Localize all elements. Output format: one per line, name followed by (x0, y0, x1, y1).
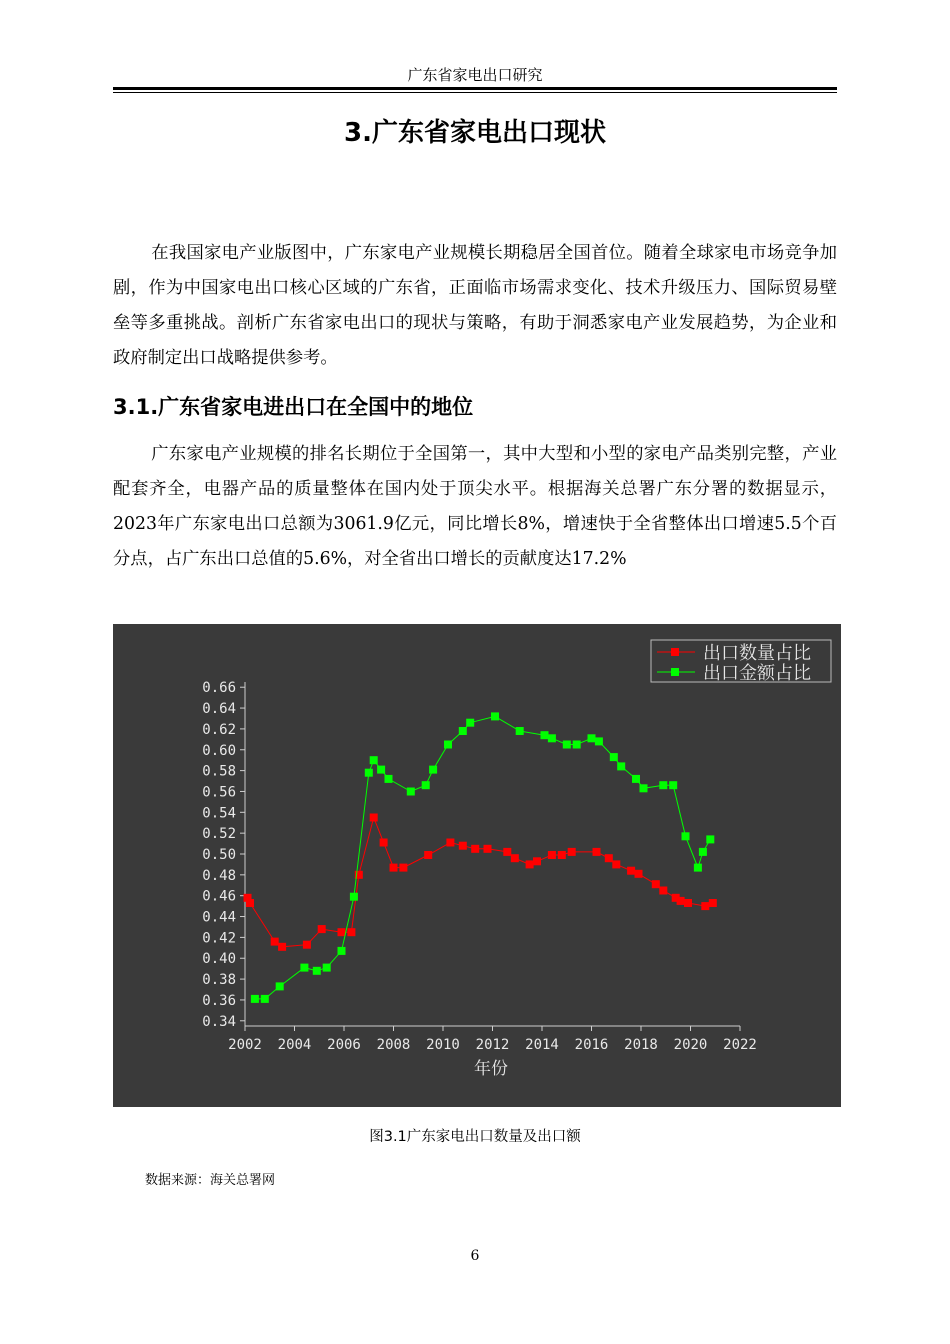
data-point-series-1 (350, 893, 358, 901)
data-point-series-0 (380, 839, 388, 847)
data-point-series-1 (669, 781, 677, 789)
data-point-series-0 (484, 845, 492, 853)
data-point-series-0 (390, 864, 398, 872)
y-tick-label: 0.60 (202, 742, 236, 759)
y-tick-label: 0.38 (202, 972, 236, 989)
data-point-series-1 (699, 848, 707, 856)
data-point-series-1 (444, 741, 452, 749)
data-point-series-0 (424, 851, 432, 859)
y-tick-label: 0.58 (202, 763, 236, 780)
data-point-series-1 (632, 775, 640, 783)
data-point-series-1 (323, 964, 331, 972)
legend-marker-quantity (671, 648, 679, 656)
data-point-series-0 (684, 899, 692, 907)
x-tick-label: 2016 (574, 1037, 609, 1053)
y-tick-label: 0.36 (202, 992, 236, 1009)
x-tick-label: 2002 (228, 1037, 262, 1053)
y-tick-label: 0.34 (202, 1013, 236, 1030)
page-number: 6 (470, 1248, 480, 1264)
data-point-series-1 (276, 982, 284, 990)
data-point-series-1 (595, 737, 603, 745)
data-point-series-0 (338, 928, 346, 936)
data-point-series-1 (429, 766, 437, 774)
data-point-series-1 (338, 947, 346, 955)
data-point-series-0 (278, 943, 286, 951)
data-point-series-1 (385, 775, 393, 783)
x-tick-label: 2010 (426, 1037, 460, 1053)
data-point-series-0 (246, 899, 254, 907)
data-point-series-1 (541, 731, 549, 739)
data-point-series-1 (682, 832, 690, 840)
data-point-series-0 (709, 899, 717, 907)
y-tick-label: 0.66 (202, 680, 236, 697)
data-point-series-1 (407, 788, 415, 796)
chart-background (113, 624, 841, 1107)
figure-source: 数据来源：海关总署网 (145, 1173, 276, 1188)
data-point-series-1 (659, 781, 667, 789)
x-tick-label: 2014 (525, 1037, 559, 1053)
body-paragraph (113, 437, 837, 577)
data-point-series-1 (563, 741, 571, 749)
data-point-series-1 (573, 741, 581, 749)
data-point-series-1 (516, 727, 524, 735)
y-tick-label: 0.62 (202, 721, 236, 738)
legend-label-value: 出口金额占比 (703, 663, 811, 684)
data-point-series-1 (706, 835, 714, 843)
x-tick-label: 2022 (723, 1037, 757, 1053)
data-point-series-0 (533, 857, 541, 865)
data-point-series-0 (593, 848, 601, 856)
data-point-series-1 (617, 762, 625, 770)
data-point-series-1 (251, 995, 259, 1003)
data-point-series-0 (605, 854, 613, 862)
data-point-series-1 (365, 769, 373, 777)
data-point-series-0 (558, 851, 566, 859)
header-rule-thick (113, 87, 837, 90)
y-tick-label: 0.50 (202, 847, 236, 863)
data-point-series-0 (347, 928, 355, 936)
data-point-series-1 (261, 995, 269, 1003)
y-tick-label: 0.44 (202, 909, 236, 926)
data-point-series-1 (610, 753, 618, 761)
data-point-series-0 (548, 851, 556, 859)
data-point-series-0 (471, 845, 479, 853)
x-tick-label: 2008 (376, 1037, 411, 1053)
y-tick-label: 0.56 (202, 784, 236, 801)
data-point-series-0 (318, 925, 326, 933)
legend-label-quantity: 出口数量占比 (703, 643, 811, 664)
y-tick-label: 0.54 (202, 805, 236, 822)
export-share-chart (113, 624, 841, 1107)
legend-marker-value (671, 668, 679, 676)
data-point-series-0 (568, 848, 576, 856)
data-point-series-0 (701, 902, 709, 910)
data-point-series-0 (677, 897, 685, 905)
data-point-series-1 (491, 712, 499, 720)
y-tick-label: 0.64 (202, 701, 236, 718)
header-rule-thin (113, 92, 837, 93)
data-point-series-0 (511, 854, 519, 862)
intro-paragraph-text: 在我国家电产业版图中，广东家电产业规模长期稳居全国首位。随着全球家电市场竞争加剧，作为中国家电出口核心区域的广东省，正面临市场需求变化、技术升级压力、国际贸易壁垒等多重挑战。剖析广东省家电出口的现状与策略，有助于洞悉家电产业发展趋势，为企业和政府制定出口战略提供参考。 (113, 243, 837, 368)
data-point-series-1 (694, 864, 702, 872)
data-point-series-0 (503, 848, 511, 856)
data-point-series-0 (370, 814, 378, 822)
data-point-series-0 (526, 860, 534, 868)
data-point-series-0 (612, 860, 620, 868)
y-tick-label: 0.48 (202, 867, 236, 884)
data-point-series-0 (446, 839, 454, 847)
data-point-series-1 (422, 781, 430, 789)
section-title: 3.广东省家电出口现状 (344, 118, 606, 148)
legend (651, 640, 831, 684)
data-point-series-0 (652, 880, 660, 888)
figure-caption: 图3.1广东家电出口数量及出口额 (369, 1129, 581, 1145)
x-tick-label: 2018 (624, 1037, 658, 1053)
data-point-series-1 (370, 756, 378, 764)
data-point-series-1 (300, 964, 308, 972)
data-point-series-1 (377, 766, 385, 774)
chart-svg (113, 624, 841, 1107)
body-paragraph-text: 广东家电产业规模的排名长期位于全国第一，其中大型和小型的家电产品类别完整，产业配套齐全，电器产品的质量整体在国内处于顶尖水平。根据海关总署广东分署的数据显示，2023年广东家电出口总额为3061.9亿元，同比增长8%，增速快于全省整体出口增速5.5个百分点，占广东出口总值的5.6%，对全省出口增长的贡献度达17.2% (113, 444, 837, 569)
x-axis-title: 年份 (474, 1059, 508, 1079)
y-tick-label: 0.40 (202, 951, 236, 968)
data-point-series-1 (548, 734, 556, 742)
data-point-series-1 (466, 719, 474, 727)
subsection-title: 3.1.广东省家电进出口在全国中的地位 (113, 395, 474, 419)
intro-paragraph (113, 236, 837, 376)
data-point-series-0 (399, 864, 407, 872)
data-point-series-1 (588, 734, 596, 742)
data-point-series-0 (659, 887, 667, 895)
data-point-series-0 (627, 867, 635, 875)
data-point-series-0 (459, 842, 467, 850)
y-tick-label: 0.42 (202, 930, 236, 947)
y-tick-label: 0.52 (202, 826, 236, 843)
running-header: 广东省家电出口研究 (407, 66, 543, 84)
data-point-series-0 (303, 941, 311, 949)
data-point-series-0 (271, 938, 279, 946)
x-tick-label: 2006 (327, 1037, 361, 1053)
x-tick-label: 2012 (475, 1037, 510, 1053)
data-point-series-0 (635, 870, 643, 878)
x-tick-label: 2020 (673, 1037, 708, 1053)
data-point-series-1 (640, 784, 648, 792)
data-point-series-1 (313, 967, 321, 975)
x-tick-label: 2004 (277, 1037, 312, 1053)
y-tick-label: 0.46 (202, 888, 236, 905)
data-point-series-1 (459, 727, 467, 735)
